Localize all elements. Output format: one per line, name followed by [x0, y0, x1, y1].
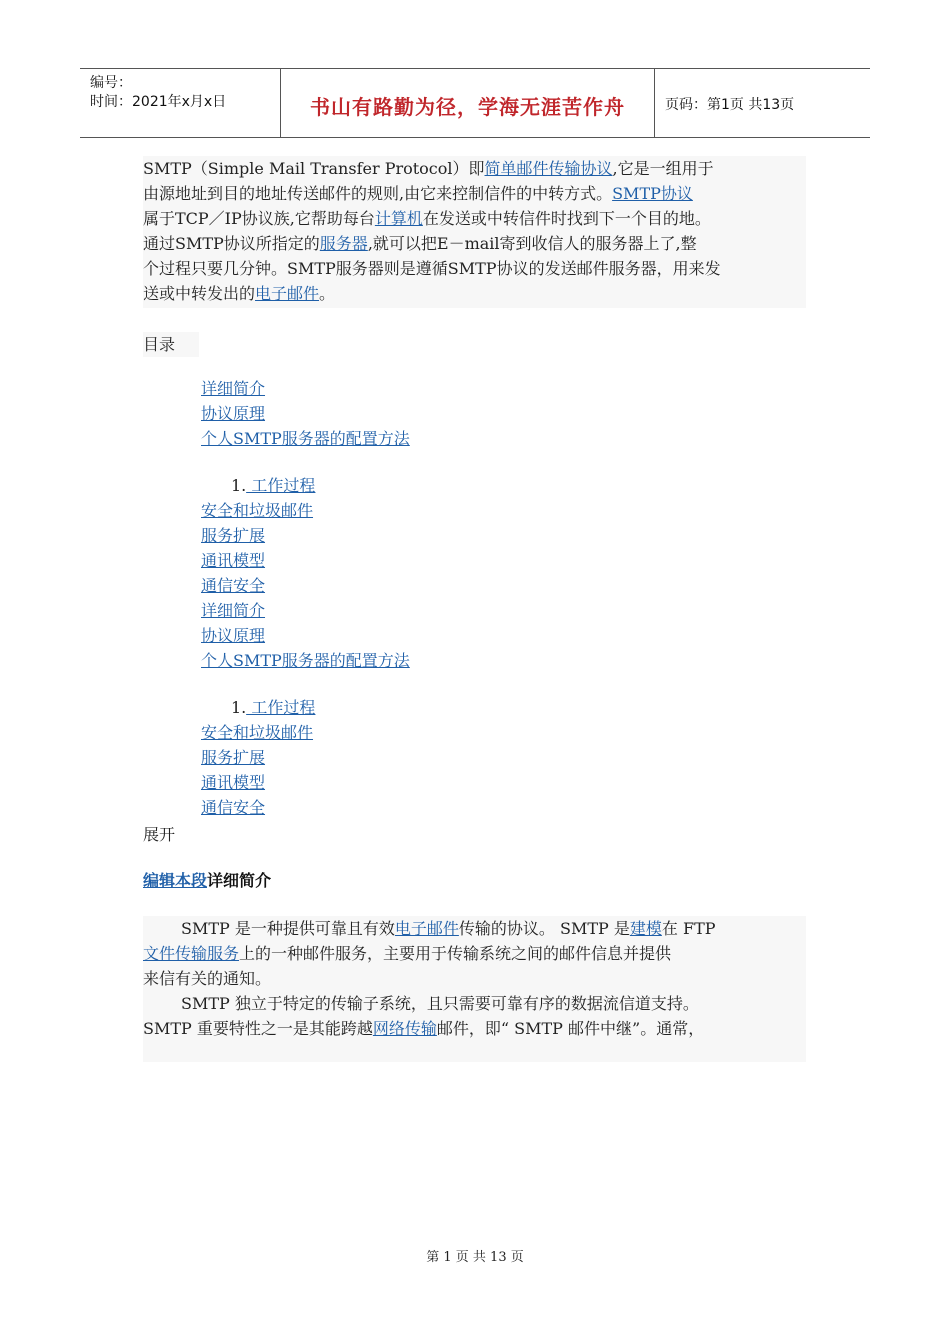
- number-label: 编号：: [90, 75, 132, 91]
- text-run: ,就可以把E－mail寄到收信人的服务器上了,整: [367, 234, 697, 253]
- toc-link[interactable]: 工作过程: [246, 476, 316, 495]
- text-run: 邮件，即“ SMTP 邮件中继”。通常，: [436, 1019, 705, 1038]
- motto: 书山有路勤为径，学海无涯苦作舟: [310, 95, 625, 119]
- text-run: 个过程只要几分钟。SMTP服务器则是遵循SMTP协议的发送邮件服务器，用来发: [143, 259, 721, 278]
- text-run: 传输的协议。 SMTP 是: [458, 919, 630, 938]
- link-smtp-protocol[interactable]: SMTP协议: [612, 184, 693, 203]
- table-of-contents: [201, 376, 501, 820]
- expand-toggle[interactable]: 展开: [143, 825, 176, 844]
- toc-spacer: [201, 673, 501, 695]
- intro-line: [143, 231, 806, 256]
- text-run: ,它是一组用于: [612, 159, 714, 178]
- header-meta-cell: [80, 69, 281, 137]
- header-page-cell: [655, 69, 870, 137]
- toc-link[interactable]: 服务扩展: [201, 526, 266, 545]
- text-run: SMTP 重要特性之一是其能跨越: [143, 1019, 373, 1038]
- toc-link[interactable]: 个人SMTP服务器的配置方法: [201, 651, 410, 670]
- intro-line: [143, 181, 806, 206]
- toc-link[interactable]: 通讯模型: [201, 773, 266, 792]
- toc-link[interactable]: 协议原理: [201, 626, 266, 645]
- toc-numbered-item: [201, 695, 501, 720]
- edit-section-link[interactable]: 编辑本段: [143, 871, 208, 890]
- section-title: 详细简介: [207, 871, 272, 890]
- intro-line: [143, 256, 806, 281]
- intro-line: [143, 156, 806, 181]
- text-run: 由源地址到目的地址传送邮件的规则,由它来控制信件的中转方式。: [143, 184, 613, 203]
- text-run: 在 FTP: [661, 919, 716, 938]
- text-run: SMTP 是一种提供可靠且有效: [181, 919, 395, 938]
- toc-link[interactable]: 详细简介: [201, 379, 266, 398]
- intro-paragraph: [143, 156, 806, 308]
- toc-link[interactable]: 安全和垃圾邮件: [201, 723, 314, 742]
- text-run: 送或中转发出的: [143, 284, 256, 303]
- link-email[interactable]: 电子邮件: [255, 284, 320, 303]
- link-email[interactable]: 电子邮件: [394, 919, 459, 938]
- toc-title: 目录: [143, 332, 199, 357]
- intro-line: [143, 206, 806, 231]
- text-run: 。: [319, 284, 336, 303]
- toc-link[interactable]: 通信安全: [201, 576, 266, 595]
- body-line: [143, 941, 806, 966]
- text-run: 属于TCP／IP协议族,它帮助每台: [143, 209, 375, 228]
- text-run: 上的一种邮件服务，主要用于传输系统之间的邮件信息并提供: [239, 944, 672, 963]
- toc-link[interactable]: 工作过程: [246, 698, 316, 717]
- section-body: [143, 916, 806, 1062]
- link-network-transfer[interactable]: 网络传输: [372, 1019, 437, 1038]
- intro-line: [143, 281, 806, 306]
- document-content: [143, 156, 806, 1062]
- text-run: 通过SMTP协议所指定的: [143, 234, 320, 253]
- toc-spacer: [201, 451, 501, 473]
- toc-link[interactable]: 通信安全: [201, 798, 266, 817]
- page-header: [80, 68, 870, 138]
- toc-link[interactable]: 个人SMTP服务器的配置方法: [201, 429, 410, 448]
- link-smtp-term[interactable]: 简单邮件传输协议: [484, 159, 613, 178]
- toc-link[interactable]: 协议原理: [201, 404, 266, 423]
- toc-link[interactable]: 详细简介: [201, 601, 266, 620]
- header-motto-cell: [281, 69, 655, 137]
- header-page-label: 页码：第1页 共13页: [665, 97, 795, 113]
- text-run: SMTP（Simple Mail Transfer Protocol）即: [143, 159, 485, 178]
- toc-link[interactable]: 安全和垃圾邮件: [201, 501, 314, 520]
- toc-number: 1.: [231, 698, 247, 717]
- toc-link[interactable]: 服务扩展: [201, 748, 266, 767]
- section-heading: [143, 870, 271, 892]
- page-footer: 第 1 页 共 13 页: [426, 1250, 524, 1265]
- link-server[interactable]: 服务器: [319, 234, 368, 253]
- body-line: [143, 916, 806, 941]
- toc-number: 1.: [231, 476, 247, 495]
- link-modeling[interactable]: 建模: [629, 919, 662, 938]
- toc-link[interactable]: 通讯模型: [201, 551, 266, 570]
- toc-numbered-item: [201, 473, 501, 498]
- link-file-transfer-service[interactable]: 文件传输服务: [143, 944, 240, 963]
- body-line: 来信有关的通知。: [143, 969, 272, 988]
- body-line: [143, 1016, 806, 1041]
- time-label: 时间：2021年x月x日: [90, 94, 227, 110]
- link-computer[interactable]: 计算机: [374, 209, 423, 228]
- text-run: 在发送或中转信件时找到下一个目的地。: [422, 209, 711, 228]
- body-line: SMTP 独立于特定的传输子系统，且只需要可靠有序的数据流信道支持。: [181, 994, 699, 1013]
